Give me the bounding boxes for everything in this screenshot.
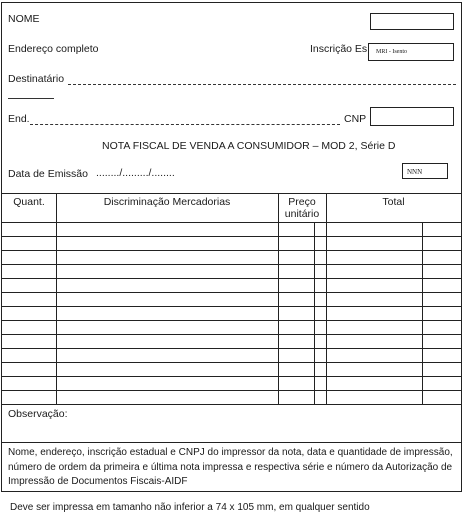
col-divider-quant xyxy=(56,193,57,404)
table-row[interactable] xyxy=(2,320,461,321)
table-header-divider xyxy=(2,222,461,223)
table-row[interactable] xyxy=(2,278,461,279)
col-divider-discriminacao xyxy=(278,193,279,404)
col-header-discriminacao: Discriminação Mercadorias xyxy=(103,196,231,208)
end-label: End. xyxy=(8,113,30,125)
inscricao-label: Inscrição Es xyxy=(310,43,368,55)
destinatario-label: Destinatário xyxy=(8,73,65,85)
cnp-label: CNP xyxy=(344,113,367,125)
emissao-label: Data de Emissão xyxy=(8,168,88,180)
inscricao-box[interactable] xyxy=(368,43,454,61)
emissao-value[interactable]: ......../........./........ xyxy=(96,167,175,179)
table-row[interactable] xyxy=(2,236,461,237)
table-bottom-border xyxy=(2,404,461,405)
col-header-quant: Quant. xyxy=(13,196,45,208)
col-header-total: Total xyxy=(382,196,405,208)
col-divider-preco-cents xyxy=(314,222,315,404)
nnn-box xyxy=(402,163,448,179)
col-divider-preco xyxy=(326,193,327,404)
table-row[interactable] xyxy=(2,250,461,251)
table-row[interactable] xyxy=(2,292,461,293)
col-header-preco-line1: Preço xyxy=(288,196,316,208)
items-table xyxy=(2,193,461,407)
destinatario-line[interactable] xyxy=(68,84,456,85)
inscricao-box-text: MRI - Isento xyxy=(376,49,407,55)
table-row[interactable] xyxy=(2,390,461,391)
table-row[interactable] xyxy=(2,362,461,363)
form-title: NOTA FISCAL DE VENDA A CONSUMIDOR – MOD 2, Série D xyxy=(102,140,396,152)
cnp-box[interactable] xyxy=(370,107,454,126)
printer-note: Nome, endereço, inscrição estadual e CNPJ do impressor da nota, data e quantidade de impressão, número de ordem da primeira e última nota impressa e respectiva série e número da Autorização de Impressão de Documentos Fiscais-AIDF xyxy=(8,447,453,487)
nome-label: NOME xyxy=(8,13,40,25)
invoice-form xyxy=(1,2,462,492)
table-row[interactable] xyxy=(2,264,461,265)
destinatario-line-continued xyxy=(8,98,54,99)
table-row[interactable] xyxy=(2,376,461,377)
table-row[interactable] xyxy=(2,334,461,335)
nnn-text: NNN xyxy=(407,168,423,176)
observacao-divider xyxy=(2,442,461,443)
nome-box[interactable] xyxy=(370,13,454,30)
endereco-label: Endereço completo xyxy=(8,43,99,55)
col-header-preco-line2: unitário xyxy=(284,208,320,220)
observacao-label: Observação: xyxy=(8,408,68,420)
end-line[interactable] xyxy=(30,124,340,125)
table-top-border xyxy=(2,193,461,194)
table-row[interactable] xyxy=(2,348,461,349)
table-row[interactable] xyxy=(2,306,461,307)
col-divider-total-cents xyxy=(422,222,423,404)
size-note: Deve ser impressa em tamanho não inferior a 74 x 105 mm, em qualquer sentido xyxy=(10,502,370,513)
